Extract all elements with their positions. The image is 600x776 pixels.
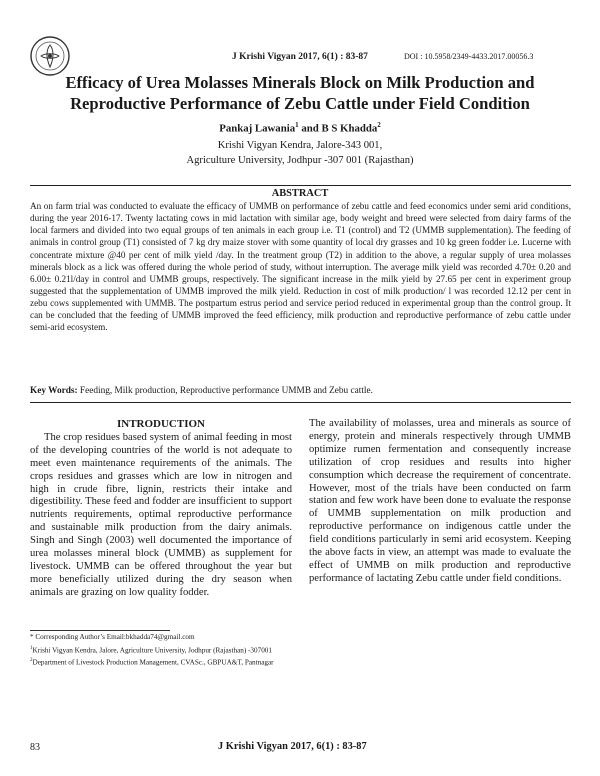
- introduction-paragraph-1: The crop residues based system of animal feeding in most of the developing countries of the world is not adequate to meet even maintenance requirements of the animals. The crops residues and grasses which are low in nitrogen and high in crude fibre, lignin, restricts their intake and digestibility. These feed and fodder are insufficient to support nutrients requirements, optimal reproductive performance and sustainable milk production from the dairy animals. Singh and Singh (2003) well documented the importance of urea molasses mineral block (UMMB) as supplement for livestock. UMMB can be offered throughout the year but more beneficially utilized during the dry season when animals are grazing on low quality fodder.: [30, 431, 292, 598]
- author-1-affil-mark: 1: [295, 121, 299, 129]
- footnote-1-text: Krishi Vigyan Kendra, Jalore, Agriculture University, Jodhpur (Rajasthan) -307001: [32, 646, 272, 655]
- footnote-2-text: Department of Livestock Production Management, CVASc., GBPUA&T, Pantnagar: [32, 658, 274, 667]
- affiliation: [30, 138, 570, 168]
- introduction-paragraph-2: The availability of molasses, urea and minerals as source of energy, protein and minerals respectively through UMMB optimize rumen fermentation and consequently increase utilization of crop residues and results into higher consumption which decrease the requirement of concentrate. However, most of the trials have been conducted on farm station and few work have been done to evaluate the response of UMMB supplementation on milk production and reproductive performance on indigenous cattle under the field conditions particularly in semi arid ecosystem. Keeping the above facts in view, an attempt was made to evaluate the effect of UMMB on milk production and reproductive performance of lactating Zebu cattle under field conditions.: [309, 418, 571, 584]
- introduction-heading: INTRODUCTION: [116, 418, 205, 430]
- author-1: Pankaj Lawania: [219, 122, 296, 135]
- footnote-2: [30, 658, 274, 666]
- body-column-right: [309, 418, 571, 586]
- header-doi: DOI : 10.5958/2349-4433.2017.00056.3: [404, 52, 534, 61]
- header-journal-citation: J Krishi Vigyan 2017, 6(1) : 83-87: [232, 52, 368, 62]
- paper-title: Efficacy of Urea Molasses Minerals Block on Milk Production and Reproductive Performance of Zebu Cattle under Field Condition: [65, 73, 535, 113]
- author-conjunction: and: [298, 122, 322, 135]
- keywords: [30, 386, 571, 396]
- keywords-text: Feeding, Milk production, Reproductive performance UMMB and Zebu cattle.: [77, 386, 373, 396]
- abstract-top-rule: [30, 185, 571, 186]
- author-2-affil-mark: 2: [377, 121, 381, 129]
- abstract-heading: ABSTRACT: [271, 188, 329, 199]
- affiliation-line-1: Krishi Vigyan Kendra, Jalore-343 001,: [217, 140, 383, 151]
- abstract-bottom-rule: [30, 402, 571, 403]
- footnote-rule: [30, 630, 170, 631]
- footer-journal-citation: J Krishi Vigyan 2017, 6(1) : 83-87: [218, 741, 367, 752]
- footnote-1: [30, 646, 272, 654]
- footnote-1-mark: 1: [30, 646, 33, 651]
- keywords-label: Key Words:: [30, 386, 78, 396]
- footnote-corresponding: * Corresponding Author’s Email:bkhadda74@gmail.com: [30, 633, 195, 641]
- page-number: 83: [30, 742, 40, 753]
- footnote-2-mark: 2: [30, 658, 33, 663]
- author-2: B S Khadda: [321, 122, 378, 135]
- authors: [30, 121, 570, 135]
- affiliation-line-2: Agriculture University, Jodhpur -307 001 (Rajasthan): [186, 155, 414, 166]
- body-column-left: [30, 418, 292, 600]
- journal-seal-icon: [30, 36, 70, 76]
- abstract-text: An on farm trial was conducted to evaluate the efficacy of UMMB on performance of zebu cattle and feed economics under semi arid conditions, during the year 2016-17. Twenty lactating cows in mid lactation with similar age, body weight and breed were selected from dairy farms of the local farmers and divided into two equal groups of ten animals in each group i.e. T1 (control) and T2 (UMMB supplementation). The feeding of animals in control group (T1) consisted of 7 kg dry maize stover with some quantity of local dry grasses and 10 kg green fodder i.e. Lucerne with concentrate mixture @40 per cent of milk yield /day. In the treatment group (T2) in addition to the above, a regular supply of urea molasses minerals block as a lick was offered during the whole period of study, without interruption. The average milk yield was recorded 4.70± 0.20 and 6.00± 0.21l/day in control and UMMB groups, respectively. The significant increase in the milk yield by 27.65 per cent in experiment group suggested that the supplementation of UMMB improved the milk yield. Reduction in cost of milk production/ l was recorded 12.12 per cent in zebu cows supplemented with UMMB. The postpartum estrus period and service period reduced in experimental group than the control group. It can be concluded that the feeding of UMMB improved the feed efficiency, milk production and reproductive performance of zebu cattle under semi-arid ecosystem.: [30, 201, 571, 333]
